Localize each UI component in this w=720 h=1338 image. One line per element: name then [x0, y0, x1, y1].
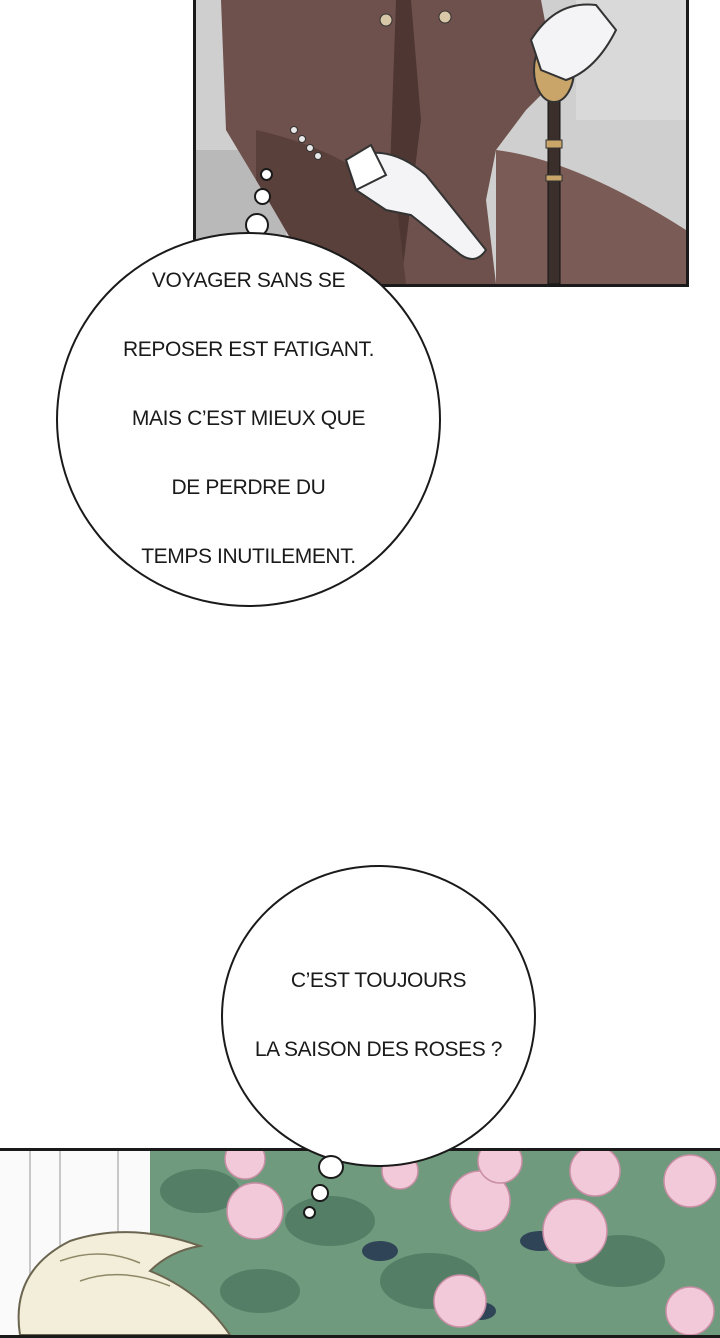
- thought-dot: [318, 1155, 344, 1179]
- bubble-1-line-1: VOYAGER SANS SE: [151, 269, 346, 293]
- speech-bubble-2-text: [255, 930, 502, 1103]
- speech-bubble-1-text: [123, 230, 374, 610]
- bubble-1-line-4: DE PERDRE DU: [171, 476, 326, 500]
- thought-dot: [303, 1206, 316, 1219]
- bubble-2-line-1: C’EST TOUJOURS: [290, 969, 467, 993]
- bubble-1-line-2: REPOSER EST FATIGANT.: [122, 338, 375, 362]
- speech-bubble-1: [56, 232, 441, 607]
- thought-dot: [311, 1184, 329, 1202]
- speech-bubble-2: [221, 865, 536, 1167]
- thought-dot: [260, 168, 273, 181]
- thought-dot: [254, 188, 271, 205]
- bubble-1-line-3: MAIS C’EST MIEUX QUE: [131, 407, 366, 431]
- bubble-2-line-2: LA SAISON DES ROSES ?: [254, 1038, 503, 1062]
- rose-garden-illustration: [0, 1151, 720, 1335]
- comic-panel-bottom: [0, 1148, 720, 1338]
- bubble-1-line-5: TEMPS INUTILEMENT.: [141, 545, 356, 569]
